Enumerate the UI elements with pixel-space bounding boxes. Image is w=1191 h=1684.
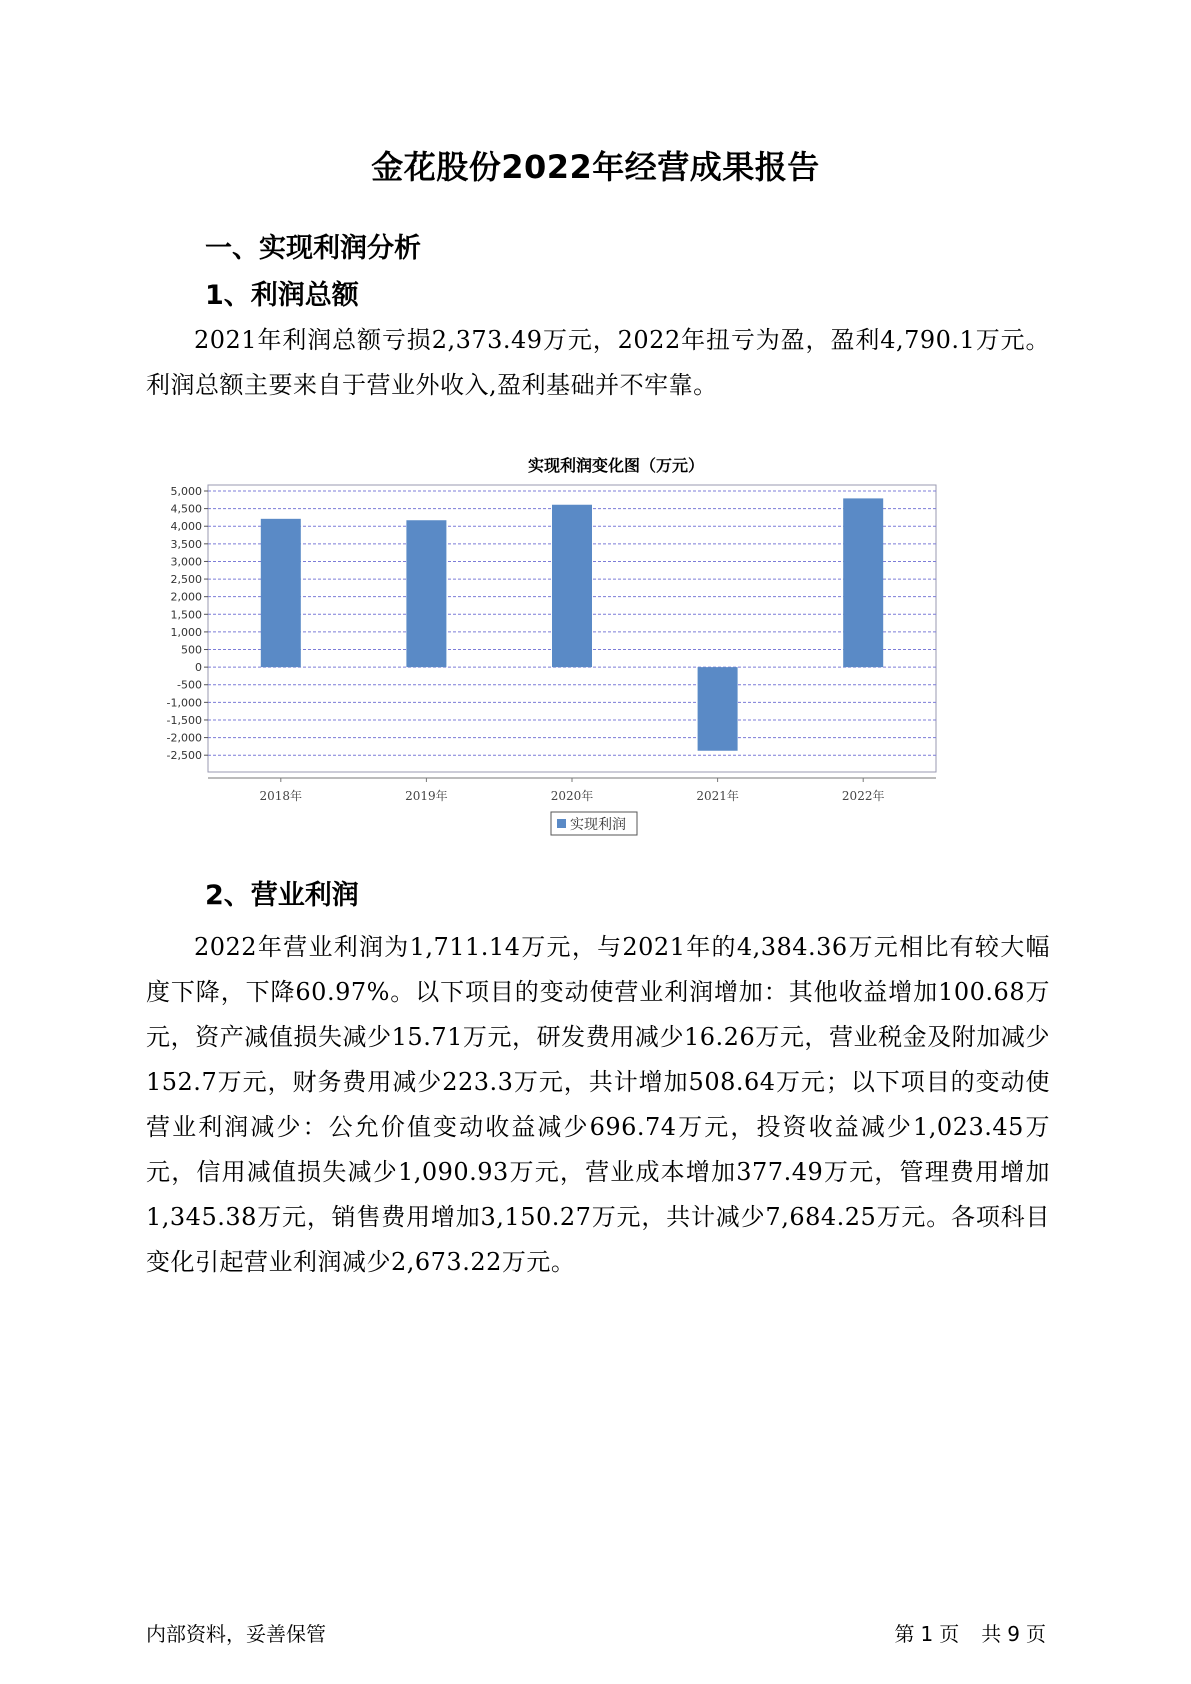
page-number: 1	[920, 1622, 934, 1646]
document-title: 金花股份2022年经营成果报告	[371, 148, 820, 186]
y-tick-label: -1,500	[166, 713, 202, 727]
legend-swatch	[557, 819, 566, 828]
y-tick-label: -1,000	[166, 696, 202, 710]
y-tick-label: 5,000	[170, 485, 202, 498]
paragraph-total-profit: 2021年利润总额亏损2,373.49万元，2022年扭亏为盈，盈利4,790.1万元。利润总额主要来自于营业外收入,盈利基础并不牢靠。	[146, 326, 1050, 399]
y-tick-label: 2,500	[170, 573, 202, 587]
total-label: 页	[1026, 1622, 1046, 1646]
chart-svg	[140, 445, 1040, 915]
footer-confidential-note: 内部资料，妥善保管	[146, 1622, 326, 1646]
bar-2020年	[552, 505, 592, 667]
y-tick-label: -500	[177, 678, 202, 692]
y-tick-label: 1,500	[170, 608, 202, 622]
chart-x-axis	[208, 778, 936, 803]
y-tick-label: 1,000	[170, 625, 202, 639]
y-tick-label: 3,500	[170, 537, 202, 551]
subheading-operating-profit: 2、营业利润	[205, 880, 359, 911]
section-heading-profit-analysis: 一、实现利润分析	[205, 233, 421, 264]
subheading-total-profit: 1、利润总额	[205, 280, 359, 311]
bar-2019年	[406, 520, 446, 667]
y-tick-label: 3,000	[170, 555, 202, 569]
y-tick-label: -2,500	[166, 749, 202, 763]
chart-legend	[551, 812, 637, 835]
bar-2022年	[843, 498, 883, 667]
y-tick-label: 0	[195, 661, 202, 675]
bar-2018年	[261, 519, 301, 667]
y-tick-label: 500	[181, 643, 202, 657]
footer-page-info	[889, 1618, 1046, 1647]
page-label: 页	[939, 1622, 960, 1646]
x-tick-label: 2018年	[259, 789, 303, 803]
y-tick-label: 4,000	[170, 520, 202, 534]
chart-title: 实现利润变化图（万元）	[527, 456, 705, 475]
chart-y-axis	[167, 485, 208, 762]
legend-label: 实现利润	[570, 817, 626, 833]
x-tick-label: 2021年	[696, 789, 739, 803]
page-prefix: 第	[894, 1622, 915, 1646]
y-tick-label: -2,000	[166, 731, 202, 745]
y-tick-label: 2,000	[170, 590, 202, 604]
y-tick-label: 4,500	[170, 502, 202, 516]
x-tick-label: 2019年	[405, 789, 448, 803]
paragraph-operating-profit: 2022年营业利润为1,711.14万元，与2021年的4,384.36万元相比有较大幅度下降，下降60.97%。以下项目的变动使营业利润增加：其他收益增加100.68万元，资产减值损失减少15.71万元，研发费用减少16.26万元，营业税金及附加减少152.7万元，财务费用减少223.3万元，共计增加508.64万元；以下项目的变动使营业利润减少：公允价值变动收益减少696.74万元，投资收益减少1,023.45万元，信用减值损失减少1,090.93万元，营业成本增加377.49万元，管理费用增加1,345.38万元，销售费用增加3,150.27万元，共计减少7,684.25万元。各项科目变化引起营业利润减少2,673.22万元。	[146, 933, 1050, 1276]
x-tick-label: 2022年	[841, 789, 885, 803]
bar-2021年	[698, 667, 738, 751]
x-tick-label: 2020年	[550, 789, 594, 803]
profit-bar-chart	[140, 445, 1040, 915]
total-pages: 9	[1007, 1622, 1020, 1646]
total-prefix: 共	[981, 1622, 1002, 1646]
